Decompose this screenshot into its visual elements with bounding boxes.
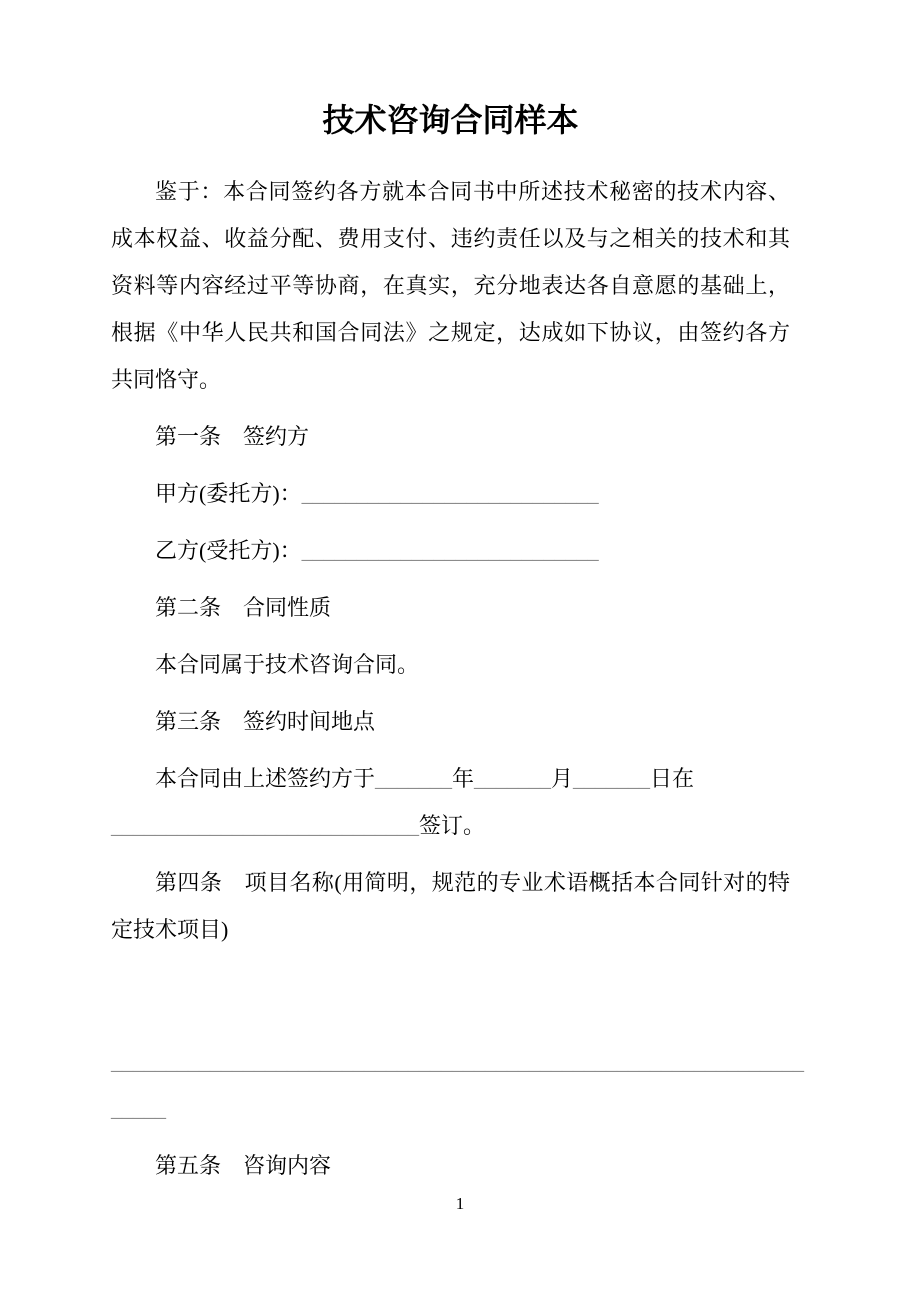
signing-date-line <box>111 755 790 802</box>
article5-heading: 第五条 咨询内容 <box>155 1153 332 1178</box>
short-blank-line: _____ <box>111 1096 166 1121</box>
article4-blank-area <box>111 1038 804 1132</box>
month-label: 月 <box>551 766 574 791</box>
article3-heading: 第三条 签约时间地点 <box>155 709 376 734</box>
party-a-blank-line: ___________________________ <box>301 481 599 506</box>
signing-place-line <box>111 802 790 849</box>
project-name-blank-line-short <box>111 1085 790 1132</box>
page-number: 1 <box>455 1194 465 1213</box>
document-title: 技术咨询合同样本 <box>322 101 579 139</box>
article2-body: 本合同属于技术咨询合同。 <box>155 652 420 677</box>
party-b-line <box>111 527 790 574</box>
place-blank-line: ____________________________ <box>111 813 419 838</box>
article2-heading: 第二条 合同性质 <box>155 595 332 620</box>
year-blank-line: _______ <box>375 766 453 791</box>
party-a-label: 甲方(委托方)： <box>155 481 302 506</box>
party-b-blank-line: ___________________________ <box>301 538 599 563</box>
party-b-label: 乙方(受托方)： <box>155 538 302 563</box>
long-blank-line: _______________________________________________________________ <box>111 1049 804 1074</box>
day-blank-line: _______ <box>573 766 651 791</box>
article1-heading: 第一条 签约方 <box>155 424 310 449</box>
article4-heading: 第四条 项目名称(用简明，规范的专业术语概括本合同针对的特定技术项目) <box>111 870 790 942</box>
day-suffix-label: 日在 <box>650 766 695 791</box>
document-content <box>0 100 920 1189</box>
month-blank-line: _______ <box>474 766 552 791</box>
signing-suffix-label: 签订。 <box>419 813 486 838</box>
signing-date-prefix: 本合同由上述签约方于 <box>155 766 376 791</box>
intro-paragraph: 鉴于：本合同签约各方就本合同书中所述技术秘密的技术内容、成本权益、收益分配、费用支付、违约责任以及与之相关的技术和其资料等内容经过平等协商，在真实，充分地表达各自意愿的基础上，根据《中华人民共和国合同法》之规定，达成如下协议，由签约各方共同恪守。 <box>111 179 790 392</box>
article3-body <box>111 755 790 849</box>
year-label: 年 <box>452 766 475 791</box>
empty-line-spacer <box>111 963 790 1038</box>
project-name-blank-line-long <box>111 1038 804 1085</box>
party-a-line <box>111 470 790 517</box>
